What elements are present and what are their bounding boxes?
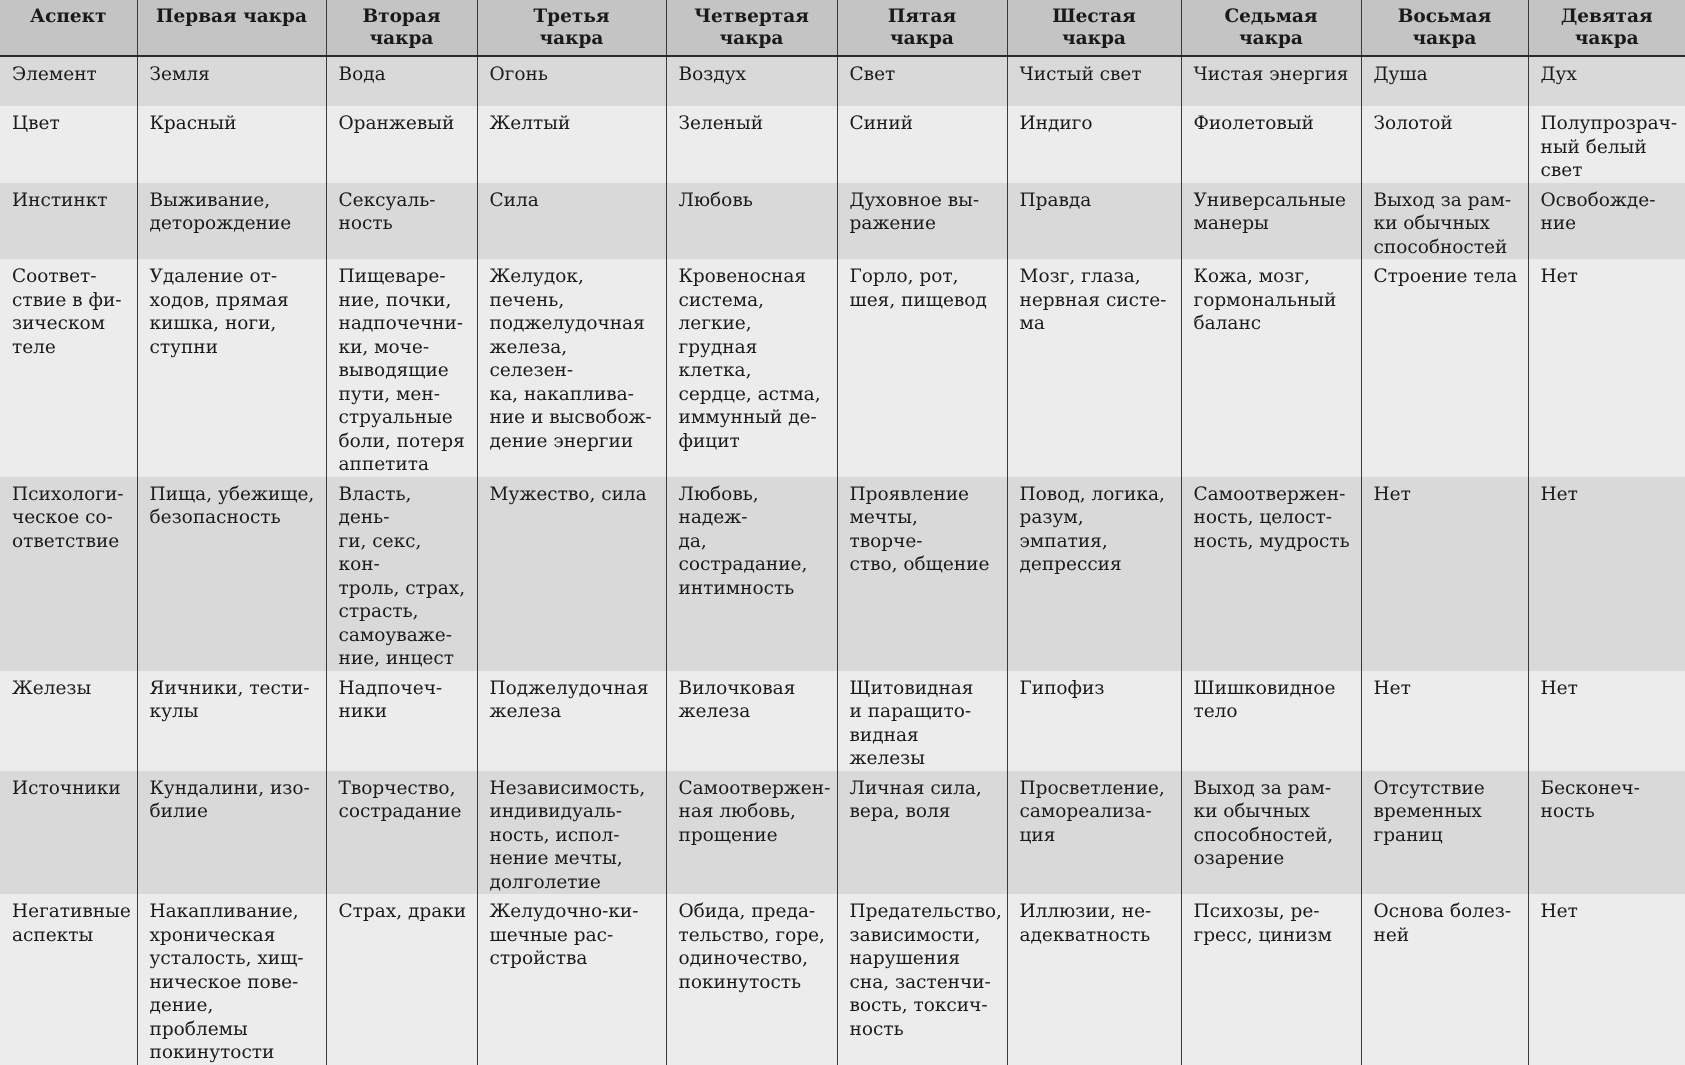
table-header xyxy=(0,0,1685,56)
column-header: Четвертая чакра xyxy=(666,0,837,56)
table-cell: Шишковидное тело xyxy=(1181,671,1361,771)
table-cell: Страх, драки xyxy=(326,894,477,1065)
table-cell: Сексуаль- ность xyxy=(326,183,477,260)
table-cell: Мужество, сила xyxy=(477,477,666,671)
row-label-cell: Источники xyxy=(0,771,137,895)
table-cell: Нет xyxy=(1361,477,1528,671)
table-cell: Горло, рот, шея, пищевод xyxy=(837,259,1007,477)
table-cell: Желтый xyxy=(477,106,666,183)
table-cell: Правда xyxy=(1007,183,1181,260)
row-label-cell: Психологи- ческое со- ответствие xyxy=(0,477,137,671)
table-cell: Выход за рам- ки обычных способностей, озарение xyxy=(1181,771,1361,895)
table-cell: Воздух xyxy=(666,56,837,106)
table-cell: Поджелудочная железа xyxy=(477,671,666,771)
table-cell: Освобожде- ние xyxy=(1528,183,1685,260)
table-cell: Нет xyxy=(1528,259,1685,477)
table-cell: Зеленый xyxy=(666,106,837,183)
table-cell: Психозы, ре- гресс, цинизм xyxy=(1181,894,1361,1065)
table-cell: Яичники, тести- кулы xyxy=(137,671,326,771)
row-label-cell: Цвет xyxy=(0,106,137,183)
table-row xyxy=(0,771,1685,895)
table-cell: Выживание, деторождение xyxy=(137,183,326,260)
table-cell: Пищеваре- ние, почки, надпочечни- ки, моче- выводящие пути, мен- струальные боли, потеря аппетита xyxy=(326,259,477,477)
table-cell: Накапливание, хроническая усталость, хищ- ническое пове- дение, проблемы покинутости xyxy=(137,894,326,1065)
table-cell: Бесконеч- ность xyxy=(1528,771,1685,895)
table-cell: Кундалини, изо- билие xyxy=(137,771,326,895)
table-row xyxy=(0,894,1685,1065)
table-cell: Сила xyxy=(477,183,666,260)
row-label-cell: Соответ- ствие в фи- зическом теле xyxy=(0,259,137,477)
table-row xyxy=(0,671,1685,771)
table-cell: Желудочно-ки- шечные рас- стройства xyxy=(477,894,666,1065)
table-cell: Чистый свет xyxy=(1007,56,1181,106)
table-cell: Огонь xyxy=(477,56,666,106)
row-label-cell: Негативные аспекты xyxy=(0,894,137,1065)
column-header: Третья чакра xyxy=(477,0,666,56)
header-row xyxy=(0,0,1685,56)
table-cell: Нет xyxy=(1361,671,1528,771)
table-cell: Нет xyxy=(1528,671,1685,771)
table-body xyxy=(0,56,1685,1065)
table-cell: Личная сила, вера, воля xyxy=(837,771,1007,895)
table-cell: Основа болез- ней xyxy=(1361,894,1528,1065)
table-cell: Полупрозрач- ный белый свет xyxy=(1528,106,1685,183)
table-cell: Кровеносная система, легкие, грудная клетка, сердце, астма, иммунный де- фицит xyxy=(666,259,837,477)
table-cell: Духовное вы- ражение xyxy=(837,183,1007,260)
table-cell: Обида, преда- тельство, горе, одиночество, покинутость xyxy=(666,894,837,1065)
table-cell: Власть, день- ги, секс, кон- троль, страх, страсть, самоуваже- ние, инцест xyxy=(326,477,477,671)
table-cell: Мозг, глаза, нервная систе- ма xyxy=(1007,259,1181,477)
table-cell: Самоотвержен- ная любовь, прощение xyxy=(666,771,837,895)
column-header: Вторая чакра xyxy=(326,0,477,56)
table-cell: Строение тела xyxy=(1361,259,1528,477)
table-cell: Красный xyxy=(137,106,326,183)
table-cell: Золотой xyxy=(1361,106,1528,183)
table-cell: Самоотвержен- ность, целост- ность, мудрость xyxy=(1181,477,1361,671)
table-cell: Фиолетовый xyxy=(1181,106,1361,183)
table-row xyxy=(0,56,1685,106)
table-cell: Любовь, надеж- да, сострадание, интимность xyxy=(666,477,837,671)
table-row xyxy=(0,477,1685,671)
table-cell: Надпочеч- ники xyxy=(326,671,477,771)
table-cell: Щитовидная и паращито- видная железы xyxy=(837,671,1007,771)
table-row xyxy=(0,106,1685,183)
table-cell: Творчество, сострадание xyxy=(326,771,477,895)
table-row xyxy=(0,259,1685,477)
table-cell: Вилочковая железа xyxy=(666,671,837,771)
table-cell: Отсутствие временных границ xyxy=(1361,771,1528,895)
column-header: Аспект xyxy=(0,0,137,56)
table-cell: Удаление от- ходов, прямая кишка, ноги, ступни xyxy=(137,259,326,477)
table-cell: Универсальные манеры xyxy=(1181,183,1361,260)
table-cell: Земля xyxy=(137,56,326,106)
table-cell: Желудок, печень, поджелудочная железа, селезен- ка, накаплива- ние и высвобож- дение энергии xyxy=(477,259,666,477)
table-cell: Проявление мечты, творче- ство, общение xyxy=(837,477,1007,671)
table-cell: Нет xyxy=(1528,894,1685,1065)
row-label-cell: Железы xyxy=(0,671,137,771)
table-cell: Выход за рам- ки обычных способностей xyxy=(1361,183,1528,260)
table-cell: Предательство, зависимости, нарушения сна, застенчи- вость, токсич- ность xyxy=(837,894,1007,1065)
row-label-cell: Инстинкт xyxy=(0,183,137,260)
table-row xyxy=(0,183,1685,260)
table-cell: Кожа, мозг, гормональный баланс xyxy=(1181,259,1361,477)
column-header: Шестая чакра xyxy=(1007,0,1181,56)
table-cell: Синий xyxy=(837,106,1007,183)
table-cell: Любовь xyxy=(666,183,837,260)
column-header: Первая чакра xyxy=(137,0,326,56)
table-cell: Просветление, самореализа- ция xyxy=(1007,771,1181,895)
table-cell: Чистая энергия xyxy=(1181,56,1361,106)
column-header: Восьмая чакра xyxy=(1361,0,1528,56)
column-header: Седьмая чакра xyxy=(1181,0,1361,56)
table-cell: Независимость, индивидуаль- ность, испол- нение мечты, долголетие xyxy=(477,771,666,895)
table-cell: Душа xyxy=(1361,56,1528,106)
table-cell: Свет xyxy=(837,56,1007,106)
table-cell: Пища, убежище, безопасность xyxy=(137,477,326,671)
table-cell: Повод, логика, разум, эмпатия, депрессия xyxy=(1007,477,1181,671)
table-cell: Иллюзии, не- адекватность xyxy=(1007,894,1181,1065)
column-header: Девятая чакра xyxy=(1528,0,1685,56)
table-cell: Дух xyxy=(1528,56,1685,106)
table-cell: Оранжевый xyxy=(326,106,477,183)
table-cell: Вода xyxy=(326,56,477,106)
table-cell: Гипофиз xyxy=(1007,671,1181,771)
row-label-cell: Элемент xyxy=(0,56,137,106)
table-cell: Индиго xyxy=(1007,106,1181,183)
column-header: Пятая чакра xyxy=(837,0,1007,56)
table-cell: Нет xyxy=(1528,477,1685,671)
